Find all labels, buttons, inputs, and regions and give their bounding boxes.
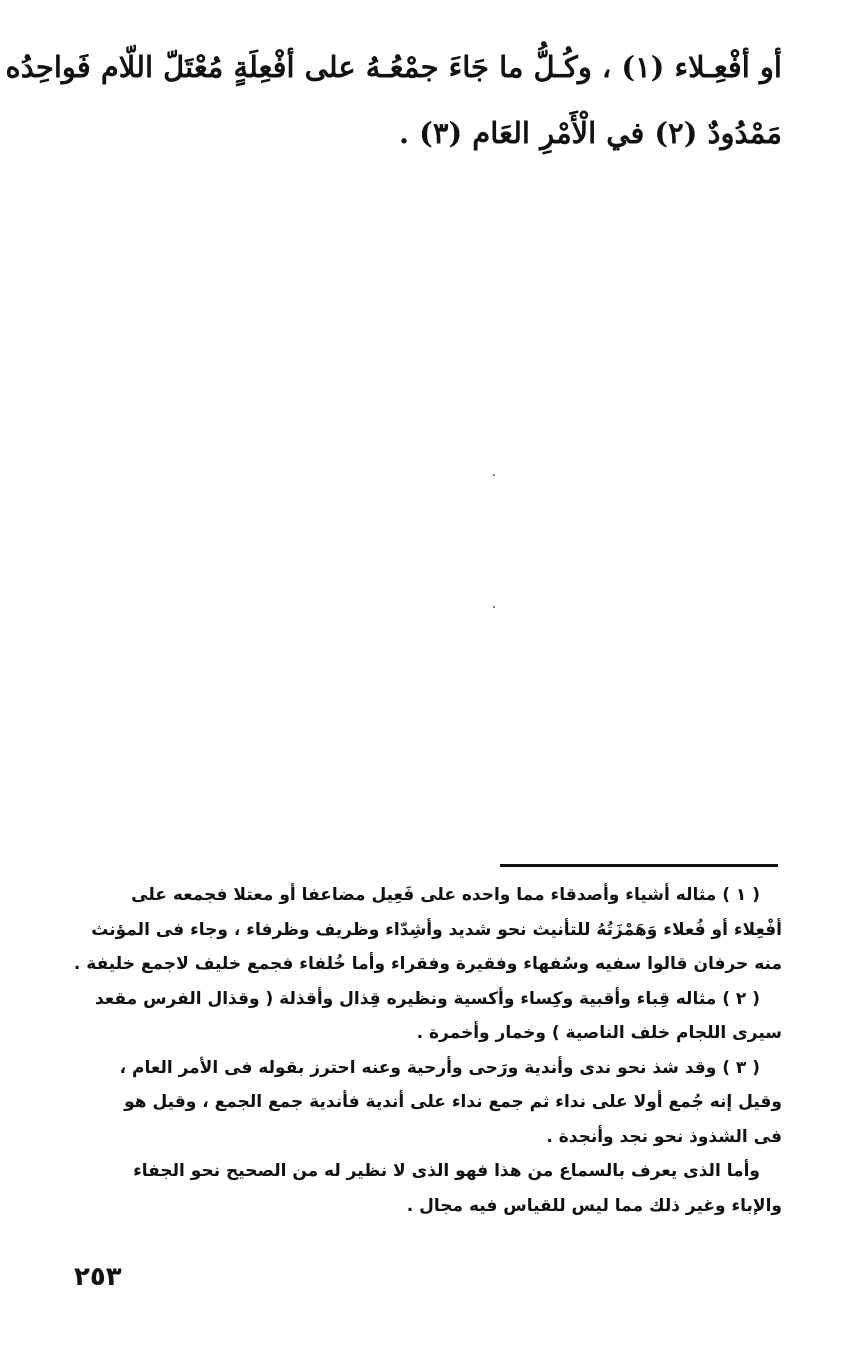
scan-speck — [493, 474, 495, 476]
footnote-line: ( ١ ) مثاله أشياء وأصدقاء مما واحده على فَعِيل مضاعفا أو معتلا فجمعه على — [131, 885, 760, 905]
scan-speck — [493, 606, 495, 608]
footnote-line: سيرى اللجام خلف الناصية ) وخمار وأخمرة . — [416, 1023, 782, 1043]
footnote-line: والإباء وغير ذلك مما ليس للقياس فيه مجال . — [406, 1195, 782, 1216]
footnotes-block — [73, 878, 782, 1223]
footnote-line: فى الشذوذ نحو نجد وأنجدة . — [546, 1126, 782, 1147]
main-text-line-2: مَمْدُودٌ (٢) في الْأَمْرِ العَام (٣) . — [398, 116, 782, 150]
main-text-line-1: أو أفْعِـلاء (١) ، وكُـلُّ ما جَاءَ جمْعُـهُ على أفْعِلَةٍ مُعْتَلّ اللّام فَواحِدُه — [5, 50, 782, 84]
main-text-block — [5, 34, 782, 166]
footnote-line: وقيل إنه جُمع أولا على نداء ثم جمع نداء على أندية فأندية جمع الجمع ، وقيل هو — [124, 1092, 782, 1112]
footnote-line: أفْعِلاء أو فُعلاء وَهَمْزَتُهُ للتأنيث نحو شديد وأشِدّاء وظريف وظرفاء ، وجاء فى المؤنث — [91, 919, 782, 940]
footnote-separator — [500, 864, 778, 867]
footnote-line: وأما الذى يعرف بالسماع من هذا فهو الذى لا نظير له من الصحيح نحو الجفاء — [133, 1161, 760, 1181]
footnote-line: ( ٣ ) وقد شذ نحو ندى وأندية ورَحى وأرحية وعنه احترز بقوله فى الأمر العام ، — [119, 1057, 760, 1078]
footnote-line: منه حرفان قالوا سفيه وسُفهاء وفقيرة وفقراء وأما خُلفاء فجمع خليف لاجمع خليفة . — [73, 954, 782, 974]
footnote-line: ( ٢ ) مثاله قِباء وأقبية وكِساء وأكسية ونظيره قِذال وأقذلة ( وقذال الفرس مقعد — [94, 988, 760, 1009]
page-number: ٢٥٣ — [74, 1262, 122, 1292]
